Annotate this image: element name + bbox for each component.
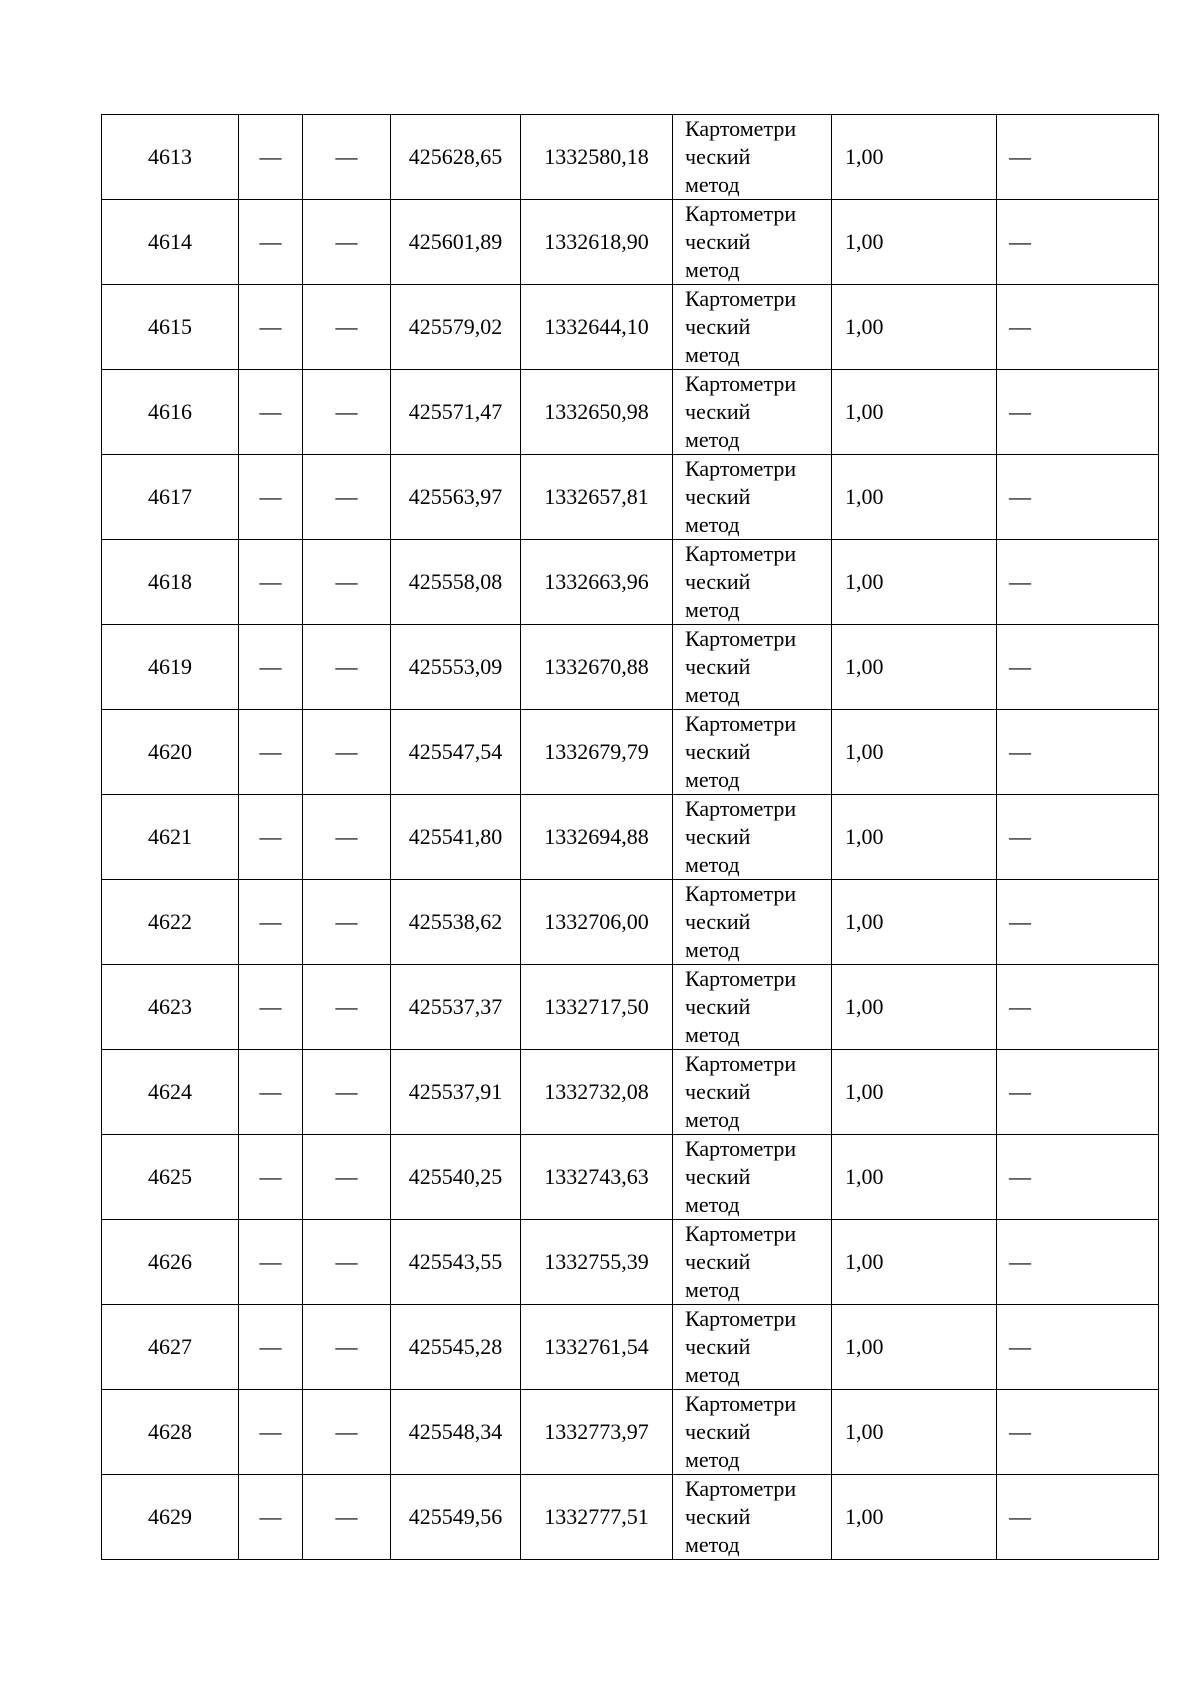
method-text-line: ческий bbox=[685, 1249, 751, 1274]
method-cell bbox=[673, 200, 832, 285]
point-number-cell: 4629 bbox=[102, 1475, 239, 1560]
table-row bbox=[102, 880, 1159, 965]
table-body bbox=[102, 115, 1159, 1560]
accuracy-cell: 1,00 bbox=[832, 965, 997, 1050]
method-text-line: Картометри bbox=[685, 541, 797, 566]
method-text-line: метод bbox=[685, 1107, 740, 1132]
method-cell bbox=[673, 1220, 832, 1305]
method-text-line: Картометри bbox=[685, 1391, 797, 1416]
method-text-line: ческий bbox=[685, 1419, 751, 1444]
point-number-cell: 4623 bbox=[102, 965, 239, 1050]
method-text-line: метод bbox=[685, 682, 740, 707]
table-row bbox=[102, 625, 1159, 710]
y-coordinate-cell: 1332755,39 bbox=[521, 1220, 673, 1305]
empty-dash-cell: — bbox=[239, 200, 303, 285]
description-cell: — bbox=[997, 1475, 1159, 1560]
method-cell bbox=[673, 625, 832, 710]
empty-dash-cell: — bbox=[303, 1050, 391, 1135]
y-coordinate-cell: 1332761,54 bbox=[521, 1305, 673, 1390]
point-number-cell: 4615 bbox=[102, 285, 239, 370]
table-row bbox=[102, 710, 1159, 795]
empty-dash-cell: — bbox=[303, 285, 391, 370]
empty-dash-cell: — bbox=[239, 115, 303, 200]
method-text-line: метод bbox=[685, 172, 740, 197]
method-text-line: Картометри bbox=[685, 1051, 797, 1076]
method-cell bbox=[673, 370, 832, 455]
empty-dash-cell: — bbox=[239, 1390, 303, 1475]
point-number-cell: 4620 bbox=[102, 710, 239, 795]
y-coordinate-cell: 1332650,98 bbox=[521, 370, 673, 455]
method-text-line: метод bbox=[685, 1447, 740, 1472]
accuracy-cell: 1,00 bbox=[832, 455, 997, 540]
empty-dash-cell: — bbox=[303, 880, 391, 965]
y-coordinate-cell: 1332679,79 bbox=[521, 710, 673, 795]
method-text-line: Картометри bbox=[685, 881, 797, 906]
method-text-line: ческий bbox=[685, 739, 751, 764]
method-text-line: Картометри bbox=[685, 1136, 797, 1161]
empty-dash-cell: — bbox=[303, 965, 391, 1050]
accuracy-cell: 1,00 bbox=[832, 1050, 997, 1135]
point-number-cell: 4627 bbox=[102, 1305, 239, 1390]
table-row bbox=[102, 1050, 1159, 1135]
empty-dash-cell: — bbox=[239, 540, 303, 625]
y-coordinate-cell: 1332663,96 bbox=[521, 540, 673, 625]
description-cell: — bbox=[997, 1305, 1159, 1390]
method-text-line: Картометри bbox=[685, 796, 797, 821]
method-text-line: метод bbox=[685, 1532, 740, 1557]
method-text-line: Картометри bbox=[685, 116, 797, 141]
accuracy-cell: 1,00 bbox=[832, 115, 997, 200]
method-cell bbox=[673, 1050, 832, 1135]
method-cell bbox=[673, 710, 832, 795]
y-coordinate-cell: 1332717,50 bbox=[521, 965, 673, 1050]
y-coordinate-cell: 1332732,08 bbox=[521, 1050, 673, 1135]
x-coordinate-cell: 425549,56 bbox=[391, 1475, 521, 1560]
accuracy-cell: 1,00 bbox=[832, 795, 997, 880]
table-row bbox=[102, 1135, 1159, 1220]
empty-dash-cell: — bbox=[303, 1220, 391, 1305]
method-text-line: ческий bbox=[685, 484, 751, 509]
method-text-line: метод bbox=[685, 937, 740, 962]
point-number-cell: 4624 bbox=[102, 1050, 239, 1135]
point-number-cell: 4613 bbox=[102, 115, 239, 200]
table-row bbox=[102, 285, 1159, 370]
description-cell: — bbox=[997, 540, 1159, 625]
x-coordinate-cell: 425538,62 bbox=[391, 880, 521, 965]
method-text-line: Картометри bbox=[685, 456, 797, 481]
point-number-cell: 4621 bbox=[102, 795, 239, 880]
description-cell: — bbox=[997, 965, 1159, 1050]
x-coordinate-cell: 425579,02 bbox=[391, 285, 521, 370]
description-cell: — bbox=[997, 1390, 1159, 1475]
x-coordinate-cell: 425537,37 bbox=[391, 965, 521, 1050]
method-text-line: ческий bbox=[685, 654, 751, 679]
method-cell bbox=[673, 1135, 832, 1220]
description-cell: — bbox=[997, 115, 1159, 200]
method-cell bbox=[673, 795, 832, 880]
method-text-line: ческий bbox=[685, 314, 751, 339]
method-text-line: ческий bbox=[685, 1504, 751, 1529]
empty-dash-cell: — bbox=[303, 1305, 391, 1390]
empty-dash-cell: — bbox=[303, 795, 391, 880]
empty-dash-cell: — bbox=[303, 710, 391, 795]
description-cell: — bbox=[997, 880, 1159, 965]
description-cell: — bbox=[997, 1220, 1159, 1305]
method-text-line: ческий bbox=[685, 1334, 751, 1359]
method-cell bbox=[673, 880, 832, 965]
method-text-line: ческий bbox=[685, 909, 751, 934]
method-text-line: метод bbox=[685, 512, 740, 537]
accuracy-cell: 1,00 bbox=[832, 1390, 997, 1475]
method-cell bbox=[673, 455, 832, 540]
method-text-line: Картометри bbox=[685, 1221, 797, 1246]
method-text-line: ческий bbox=[685, 994, 751, 1019]
x-coordinate-cell: 425541,80 bbox=[391, 795, 521, 880]
x-coordinate-cell: 425547,54 bbox=[391, 710, 521, 795]
method-text-line: ческий bbox=[685, 1079, 751, 1104]
point-number-cell: 4618 bbox=[102, 540, 239, 625]
empty-dash-cell: — bbox=[303, 370, 391, 455]
empty-dash-cell: — bbox=[239, 370, 303, 455]
method-text-line: ческий bbox=[685, 144, 751, 169]
empty-dash-cell: — bbox=[239, 1050, 303, 1135]
method-text-line: метод bbox=[685, 597, 740, 622]
y-coordinate-cell: 1332618,90 bbox=[521, 200, 673, 285]
method-text-line: метод bbox=[685, 427, 740, 452]
empty-dash-cell: — bbox=[303, 1475, 391, 1560]
x-coordinate-cell: 425553,09 bbox=[391, 625, 521, 710]
accuracy-cell: 1,00 bbox=[832, 1305, 997, 1390]
method-text-line: метод bbox=[685, 257, 740, 282]
method-cell bbox=[673, 540, 832, 625]
method-text-line: Картометри bbox=[685, 1476, 797, 1501]
description-cell: — bbox=[997, 1135, 1159, 1220]
method-text-line: Картометри bbox=[685, 626, 797, 651]
accuracy-cell: 1,00 bbox=[832, 710, 997, 795]
empty-dash-cell: — bbox=[303, 540, 391, 625]
x-coordinate-cell: 425548,34 bbox=[391, 1390, 521, 1475]
empty-dash-cell: — bbox=[303, 455, 391, 540]
empty-dash-cell: — bbox=[239, 1220, 303, 1305]
x-coordinate-cell: 425558,08 bbox=[391, 540, 521, 625]
y-coordinate-cell: 1332670,88 bbox=[521, 625, 673, 710]
x-coordinate-cell: 425543,55 bbox=[391, 1220, 521, 1305]
y-coordinate-cell: 1332580,18 bbox=[521, 115, 673, 200]
point-number-cell: 4616 bbox=[102, 370, 239, 455]
y-coordinate-cell: 1332644,10 bbox=[521, 285, 673, 370]
empty-dash-cell: — bbox=[303, 1390, 391, 1475]
empty-dash-cell: — bbox=[239, 795, 303, 880]
accuracy-cell: 1,00 bbox=[832, 625, 997, 710]
empty-dash-cell: — bbox=[303, 625, 391, 710]
method-text-line: метод bbox=[685, 1022, 740, 1047]
method-text-line: Картометри bbox=[685, 201, 797, 226]
empty-dash-cell: — bbox=[303, 200, 391, 285]
description-cell: — bbox=[997, 625, 1159, 710]
empty-dash-cell: — bbox=[239, 710, 303, 795]
method-text-line: ческий bbox=[685, 229, 751, 254]
table-row bbox=[102, 115, 1159, 200]
table-row bbox=[102, 370, 1159, 455]
coordinates-table bbox=[101, 114, 1159, 1560]
point-number-cell: 4625 bbox=[102, 1135, 239, 1220]
accuracy-cell: 1,00 bbox=[832, 1135, 997, 1220]
description-cell: — bbox=[997, 200, 1159, 285]
table-row bbox=[102, 455, 1159, 540]
x-coordinate-cell: 425601,89 bbox=[391, 200, 521, 285]
method-text-line: Картометри bbox=[685, 966, 797, 991]
table-row bbox=[102, 1390, 1159, 1475]
method-text-line: Картометри bbox=[685, 1306, 797, 1331]
y-coordinate-cell: 1332743,63 bbox=[521, 1135, 673, 1220]
empty-dash-cell: — bbox=[303, 1135, 391, 1220]
description-cell: — bbox=[997, 285, 1159, 370]
y-coordinate-cell: 1332773,97 bbox=[521, 1390, 673, 1475]
accuracy-cell: 1,00 bbox=[832, 1220, 997, 1305]
description-cell: — bbox=[997, 710, 1159, 795]
method-text-line: ческий bbox=[685, 1164, 751, 1189]
x-coordinate-cell: 425537,91 bbox=[391, 1050, 521, 1135]
y-coordinate-cell: 1332706,00 bbox=[521, 880, 673, 965]
y-coordinate-cell: 1332657,81 bbox=[521, 455, 673, 540]
empty-dash-cell: — bbox=[239, 1135, 303, 1220]
empty-dash-cell: — bbox=[239, 455, 303, 540]
empty-dash-cell: — bbox=[239, 285, 303, 370]
table-row bbox=[102, 795, 1159, 880]
x-coordinate-cell: 425540,25 bbox=[391, 1135, 521, 1220]
method-text-line: метод bbox=[685, 342, 740, 367]
x-coordinate-cell: 425563,97 bbox=[391, 455, 521, 540]
table-row bbox=[102, 200, 1159, 285]
description-cell: — bbox=[997, 455, 1159, 540]
method-text-line: ческий bbox=[685, 569, 751, 594]
method-text-line: метод bbox=[685, 852, 740, 877]
point-number-cell: 4617 bbox=[102, 455, 239, 540]
method-cell bbox=[673, 115, 832, 200]
empty-dash-cell: — bbox=[303, 115, 391, 200]
point-number-cell: 4614 bbox=[102, 200, 239, 285]
y-coordinate-cell: 1332777,51 bbox=[521, 1475, 673, 1560]
method-cell bbox=[673, 1390, 832, 1475]
point-number-cell: 4628 bbox=[102, 1390, 239, 1475]
table-row bbox=[102, 540, 1159, 625]
table-row bbox=[102, 965, 1159, 1050]
accuracy-cell: 1,00 bbox=[832, 200, 997, 285]
empty-dash-cell: — bbox=[239, 965, 303, 1050]
method-cell bbox=[673, 1305, 832, 1390]
point-number-cell: 4626 bbox=[102, 1220, 239, 1305]
empty-dash-cell: — bbox=[239, 1475, 303, 1560]
accuracy-cell: 1,00 bbox=[832, 285, 997, 370]
point-number-cell: 4622 bbox=[102, 880, 239, 965]
method-text-line: Картометри bbox=[685, 286, 797, 311]
x-coordinate-cell: 425571,47 bbox=[391, 370, 521, 455]
method-cell bbox=[673, 285, 832, 370]
accuracy-cell: 1,00 bbox=[832, 540, 997, 625]
description-cell: — bbox=[997, 1050, 1159, 1135]
accuracy-cell: 1,00 bbox=[832, 1475, 997, 1560]
method-text-line: метод bbox=[685, 1192, 740, 1217]
table-row bbox=[102, 1220, 1159, 1305]
method-text-line: Картометри bbox=[685, 371, 797, 396]
accuracy-cell: 1,00 bbox=[832, 880, 997, 965]
method-cell bbox=[673, 965, 832, 1050]
table-row bbox=[102, 1305, 1159, 1390]
method-text-line: ческий bbox=[685, 399, 751, 424]
accuracy-cell: 1,00 bbox=[832, 370, 997, 455]
description-cell: — bbox=[997, 795, 1159, 880]
method-text-line: метод bbox=[685, 1362, 740, 1387]
method-cell bbox=[673, 1475, 832, 1560]
method-text-line: метод bbox=[685, 1277, 740, 1302]
y-coordinate-cell: 1332694,88 bbox=[521, 795, 673, 880]
method-text-line: ческий bbox=[685, 824, 751, 849]
method-text-line: Картометри bbox=[685, 711, 797, 736]
x-coordinate-cell: 425628,65 bbox=[391, 115, 521, 200]
method-text-line: метод bbox=[685, 767, 740, 792]
point-number-cell: 4619 bbox=[102, 625, 239, 710]
empty-dash-cell: — bbox=[239, 880, 303, 965]
table-row bbox=[102, 1475, 1159, 1560]
x-coordinate-cell: 425545,28 bbox=[391, 1305, 521, 1390]
empty-dash-cell: — bbox=[239, 625, 303, 710]
description-cell: — bbox=[997, 370, 1159, 455]
empty-dash-cell: — bbox=[239, 1305, 303, 1390]
